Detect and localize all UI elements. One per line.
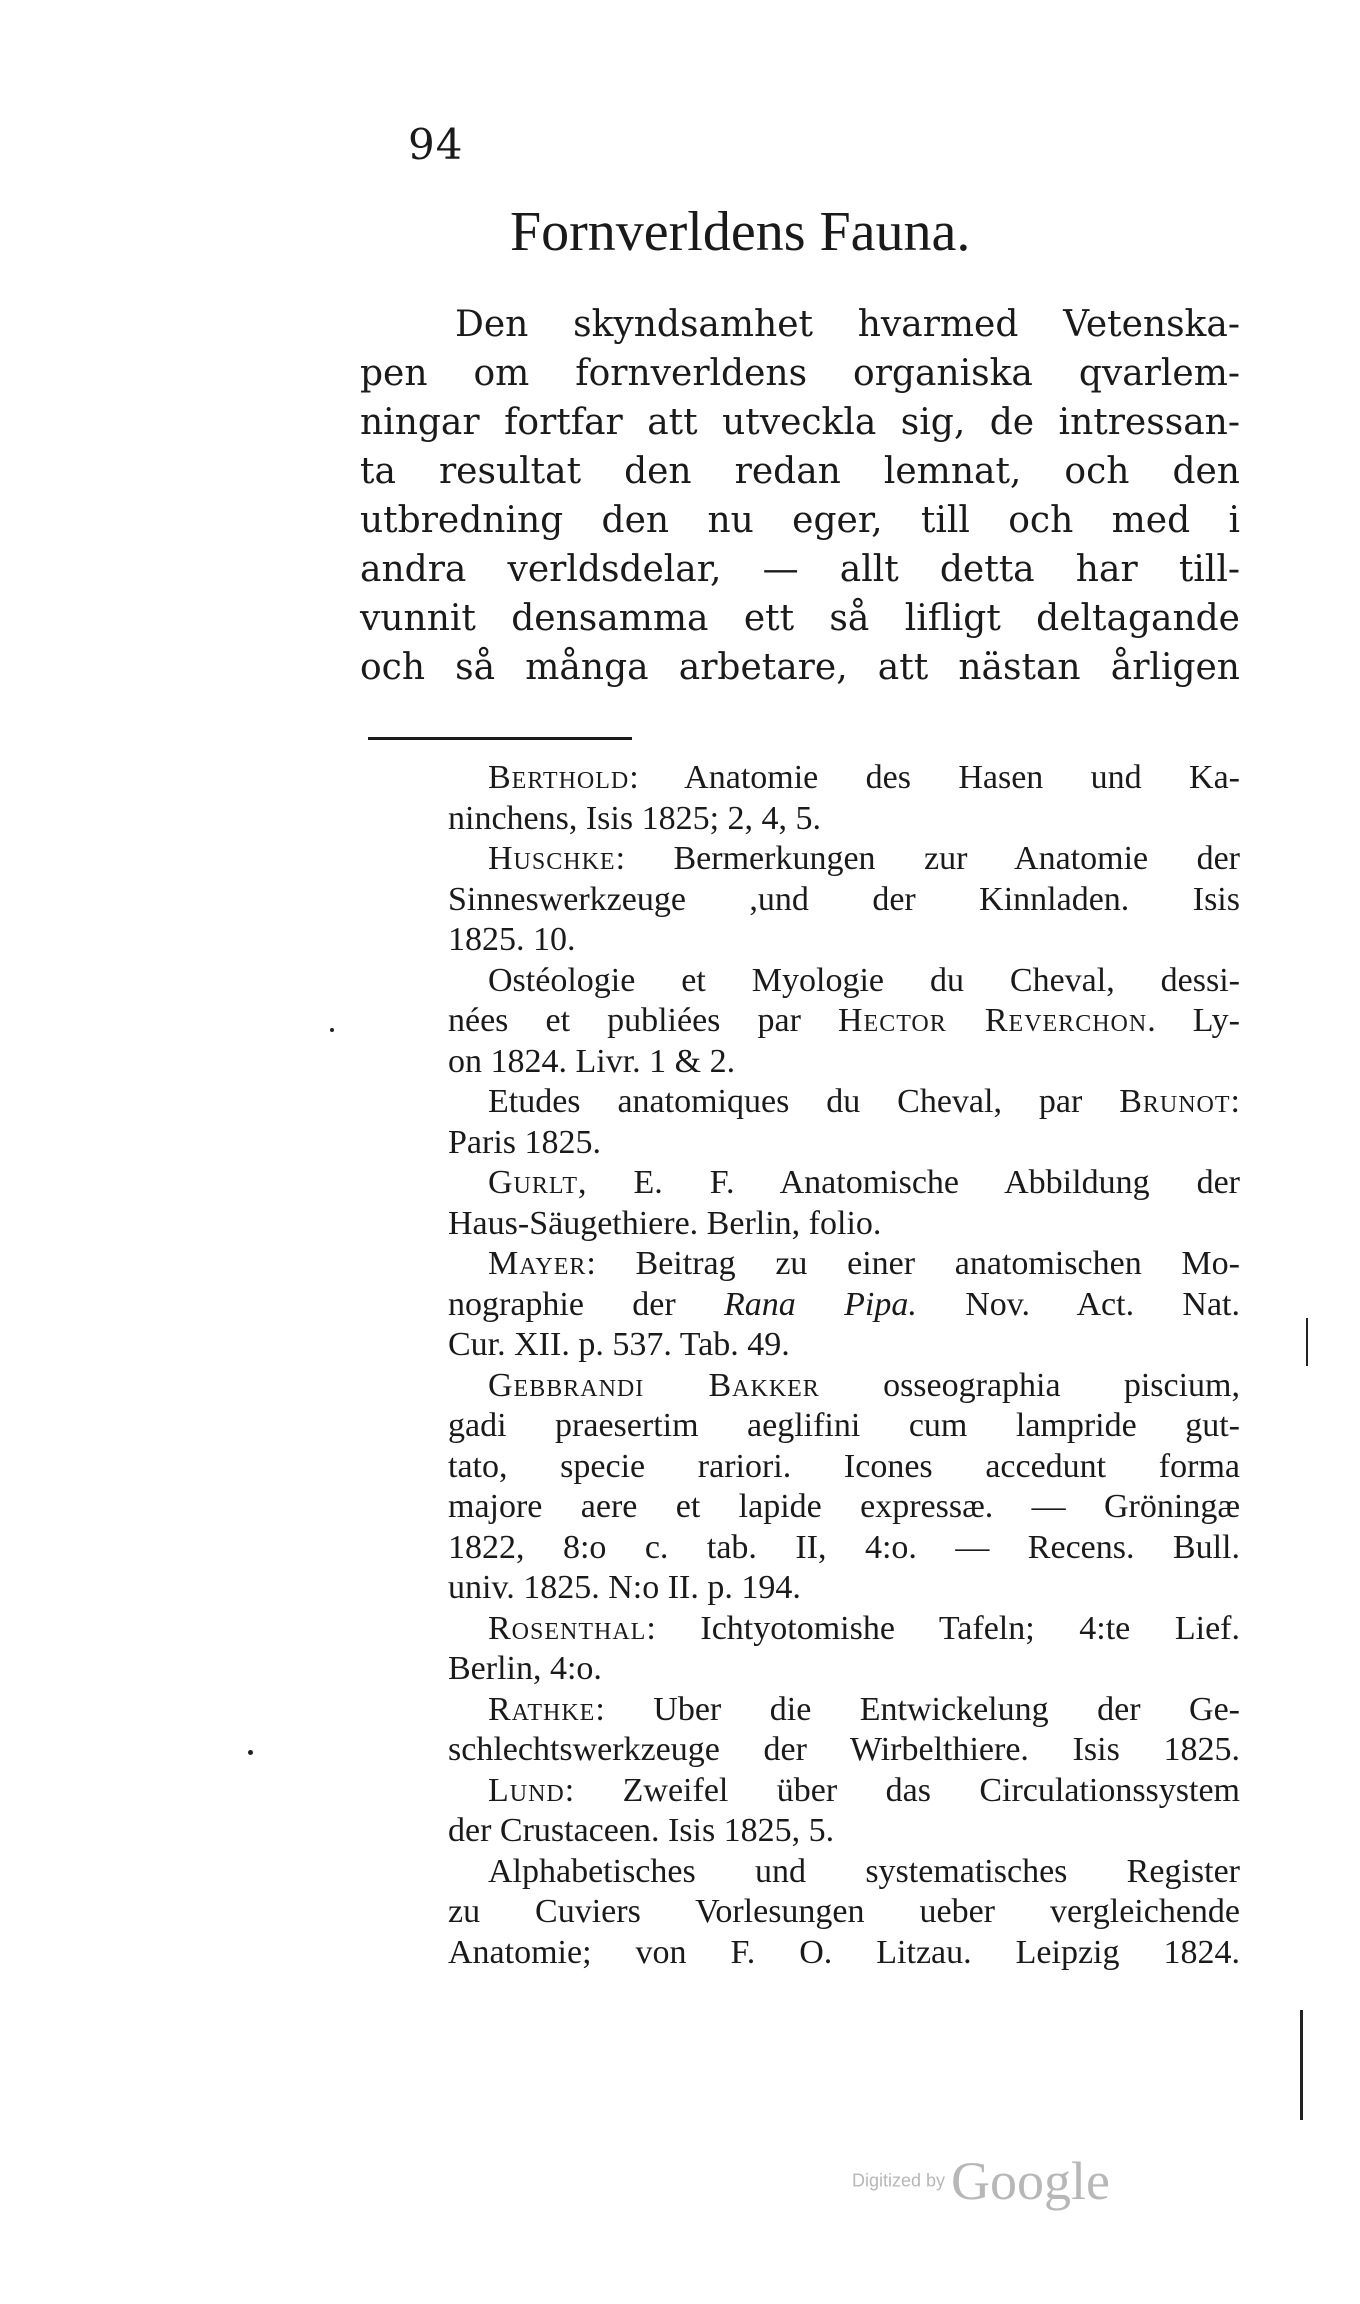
footnote-line: schlechtswerkzeuge der Wirbelthiere. Isis 1825.: [448, 1731, 1240, 1768]
text-line: ningar fortfar att utveckla sig, de intressan-: [360, 402, 1240, 443]
footnote-lund: [448, 1771, 1240, 1852]
digitized-by-google-watermark: [852, 2150, 1110, 2212]
footnote-text: : Anatomie des Hasen und Ka-: [629, 759, 1240, 796]
footnote-author: Gebbrandi Bakker: [488, 1366, 820, 1404]
text-line: andra verldsdelar, — allt detta har till-: [360, 549, 1240, 590]
footnote-line: 1822, 8:o c. tab. II, 4:o. — Recens. Bull.: [448, 1528, 1240, 1566]
footnote-text: : Ichtyotomishe Tafeln; 4:te Lief.: [646, 1609, 1240, 1647]
footnote-line: on 1824. Livr. 1 & 2.: [448, 1042, 736, 1080]
footnote-text: , E. F. Anatomische Abbildung der: [578, 1164, 1240, 1201]
chapter-title: Fornverldens Fauna.: [510, 201, 971, 263]
footnote-text: : Uber die Entwickelung der Ge-: [595, 1690, 1240, 1728]
footnote-text: : Zweifel über das Circulationssystem: [564, 1771, 1240, 1809]
footnote-gurlt: [448, 1163, 1240, 1244]
species-name: Rana Pipa.: [724, 1285, 917, 1323]
footnote-line: [448, 839, 1240, 880]
footnote-berthold: [448, 758, 1240, 839]
footnote-huschke: [448, 839, 1240, 961]
footnote-line: Cur. XII. p. 537. Tab. 49.: [448, 1326, 790, 1363]
footnote-line: [448, 1771, 1240, 1812]
text-line: vunnit densamma ett så lifligt deltagande: [360, 598, 1240, 639]
footnote-text: Etudes anatomiques du Cheval, par: [488, 1083, 1120, 1120]
footnote-line: 1825. 10.: [448, 921, 576, 958]
footnote-author: Rathke: [488, 1690, 596, 1728]
footnote-osteologie: [448, 961, 1240, 1083]
footnote-litzau: [448, 1852, 1240, 1974]
watermark-prefix: Digitized by: [852, 2170, 946, 2191]
footnote-gebbrandi: [448, 1366, 1240, 1609]
scan-mark: [1306, 1318, 1308, 1366]
main-paragraph: [360, 300, 1240, 692]
footnote-line: ninchens, Isis 1825; 2, 4, 5.: [448, 799, 822, 837]
footnote-author: Huschke: [488, 840, 616, 877]
footnote-author: Gurlt: [488, 1164, 579, 1201]
footnote-text: : Bermerkungen zur Anatomie der: [615, 840, 1240, 877]
footnote-line: [448, 758, 1240, 799]
footnote-line: tato, specie rariori. Icones accedunt forma: [448, 1447, 1240, 1485]
text-line: utbredning den nu eger, till och med i: [360, 500, 1240, 541]
footnote-mayer: [448, 1244, 1240, 1366]
footnote-line: Ostéologie et Myologie du Cheval, dessi-: [488, 961, 1240, 999]
text-line: ta resultat den redan lemnat, och den: [360, 451, 1240, 492]
footnote-line: [448, 1285, 1240, 1326]
page-number: 94: [408, 120, 464, 169]
footnote-text: Nov. Act. Nat.: [916, 1285, 1241, 1323]
footnote-rosenthal: [448, 1609, 1240, 1690]
footnote-line: [448, 1244, 1240, 1285]
footnote-etudes: [448, 1082, 1240, 1163]
footnote-text: osseographia piscium,: [819, 1366, 1240, 1404]
footnote-author: Hector Reverchon: [837, 1002, 1148, 1039]
footnote-line: majore aere et lapide expressæ. — Gröningæ: [448, 1488, 1240, 1525]
footnote-author: Brunot: [1119, 1083, 1231, 1120]
text-line: pen om fornverldens organiska qvarlem-: [360, 353, 1240, 394]
footnote-line: Alphabetisches und systematisches Register: [488, 1852, 1240, 1890]
footnote-line: Sinneswerkzeuge ,und der Kinnladen. Isis: [448, 880, 1240, 918]
footnote-line: der Crustaceen. Isis 1825, 5.: [448, 1812, 835, 1849]
footnote-author: Mayer: [488, 1245, 587, 1282]
footnote-line: zu Cuviers Vorlesungen ueber vergleichende: [448, 1893, 1240, 1930]
google-logo: Google: [951, 2151, 1111, 2211]
footnote-author: Lund: [488, 1771, 565, 1809]
footnote-text: nographie der: [448, 1285, 725, 1323]
footnote-line: [448, 1001, 1240, 1042]
scan-mark: [1300, 2010, 1303, 2120]
footnote-line: [448, 1163, 1240, 1204]
footnote-text: nées et publiées par: [448, 1002, 838, 1039]
footnote-author: Berthold: [488, 759, 630, 796]
footnote-rathke: [448, 1690, 1240, 1771]
footnote-text: : Beitrag zu einer anatomischen Mo-: [586, 1245, 1240, 1282]
text-line: Den skyndsamhet hvarmed Vetenska-: [455, 304, 1240, 345]
footnote-divider: [368, 737, 632, 740]
footnotes: [448, 758, 1240, 1973]
scan-mark: [248, 1750, 253, 1755]
footnote-line: univ. 1825. N:o II. p. 194.: [448, 1569, 801, 1606]
text-line: och så många arbetare, att nästan årligen: [360, 647, 1240, 688]
footnote-author: Rosenthal: [488, 1609, 647, 1647]
footnote-line: Berlin, 4:o.: [448, 1650, 602, 1687]
footnote-line: [448, 1609, 1240, 1650]
footnote-line: Haus-Säugethiere. Berlin, folio.: [448, 1204, 882, 1242]
footnote-line: gadi praesertim aeglifini cum lampride gut-: [448, 1407, 1240, 1444]
footnote-line: Paris 1825.: [448, 1123, 601, 1161]
footnote-text: :: [1230, 1083, 1240, 1120]
footnote-text: . Ly-: [1147, 1002, 1240, 1039]
scan-mark: [330, 1028, 334, 1032]
footnote-line: [448, 1690, 1240, 1731]
footnote-line: [448, 1366, 1240, 1407]
footnote-line: [448, 1082, 1240, 1123]
footnote-line: Anatomie; von F. O. Litzau. Leipzig 1824.: [448, 1933, 1240, 1971]
